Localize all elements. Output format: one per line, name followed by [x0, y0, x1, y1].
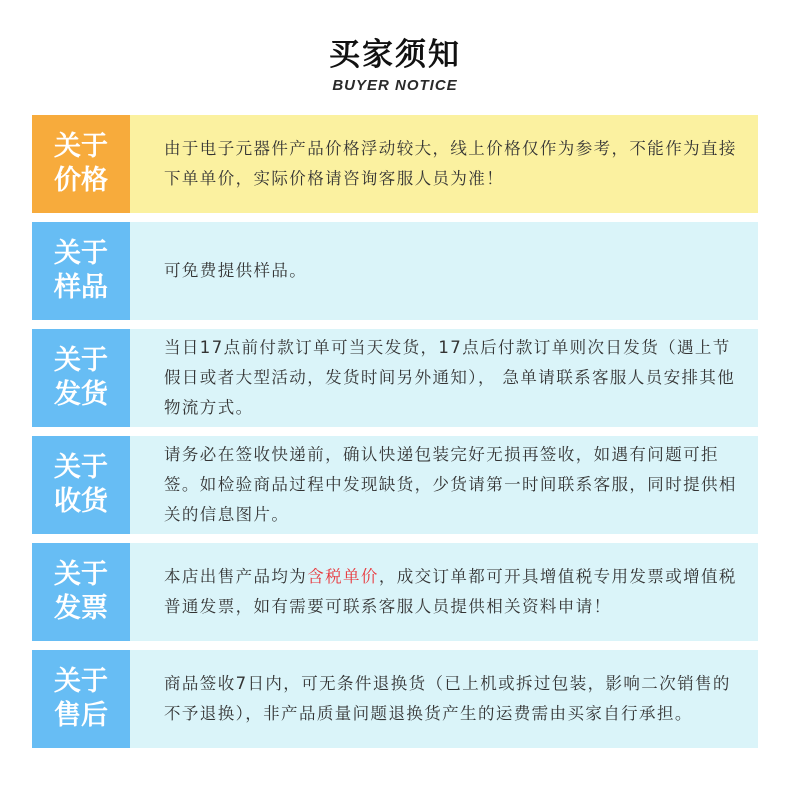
- section-label-line1: 关于: [54, 131, 108, 162]
- section-label-line2: 发货: [54, 379, 108, 410]
- section-label-line2: 发票: [54, 593, 108, 624]
- section-content-price: [130, 115, 758, 213]
- section-content-shipping: [130, 329, 758, 427]
- section-label-shipping: [32, 329, 130, 427]
- section-text-samples: 可免费提供样品。: [164, 261, 308, 280]
- notice-row-shipping: [32, 329, 758, 427]
- notice-row-invoice: [32, 543, 758, 641]
- section-label-line1: 关于: [54, 238, 108, 269]
- section-label-line2: 收货: [54, 486, 108, 517]
- page-title: 买家须知: [329, 37, 461, 73]
- section-label-price: [32, 115, 130, 213]
- section-text-shipping: 当日17点前付款订单可当天发货，17点后付款订单则次日发货（遇上节假日或者大型活动，发货时间另外通知）， 急单请联系客服人员安排其他物流方式。: [164, 338, 736, 417]
- header: [0, 36, 790, 96]
- section-content-receiving: [130, 436, 758, 534]
- section-label-line1: 关于: [54, 666, 108, 697]
- section-label-line2: 价格: [54, 165, 108, 196]
- section-label-receiving: [32, 436, 130, 534]
- notice-row-price: [32, 115, 758, 213]
- section-label-line1: 关于: [54, 345, 108, 376]
- section-text-after-sales: 商品签收7日内，可无条件退换货（已上机或拆过包装，影响二次销售的不予退换），非产品质量问题退换货产生的运费需由买家自行承担。: [164, 674, 731, 723]
- section-content-samples: [130, 222, 758, 320]
- invoice-text-before: 本店出售产品均为: [164, 567, 308, 586]
- notice-row-after-sales: [32, 650, 758, 748]
- tax-inclusive-highlight: 含税单价: [307, 567, 379, 586]
- section-label-line2: 样品: [54, 272, 108, 303]
- notice-row-samples: [32, 222, 758, 320]
- notice-row-receiving: [32, 436, 758, 534]
- section-label-invoice: [32, 543, 130, 641]
- section-content-after-sales: [130, 650, 758, 748]
- section-label-line1: 关于: [54, 559, 108, 590]
- section-text-invoice: [164, 562, 738, 622]
- section-label-line1: 关于: [54, 452, 108, 483]
- section-label-after-sales: [32, 650, 130, 748]
- section-label-line2: 售后: [54, 700, 108, 731]
- section-text-receiving: 请务必在签收快递前，确认快递包装完好无损再签收，如遇有问题可拒签。如检验商品过程中发现缺货，少货请第一时间联系客服，同时提供相关的信息图片。: [164, 445, 737, 524]
- page-subtitle: BUYER NOTICE: [332, 77, 458, 94]
- invoice-text-after: ，成交订单都可开具增值税专用发票或增值税普通发票，如有需要可联系客服人员提供相关资料申请！: [164, 567, 737, 616]
- section-content-invoice: [130, 543, 758, 641]
- section-text-price: 由于电子元器件产品价格浮动较大，线上价格仅作为参考，不能作为直接下单单价，实际价格请咨询客服人员为准！: [164, 139, 737, 188]
- section-label-samples: [32, 222, 130, 320]
